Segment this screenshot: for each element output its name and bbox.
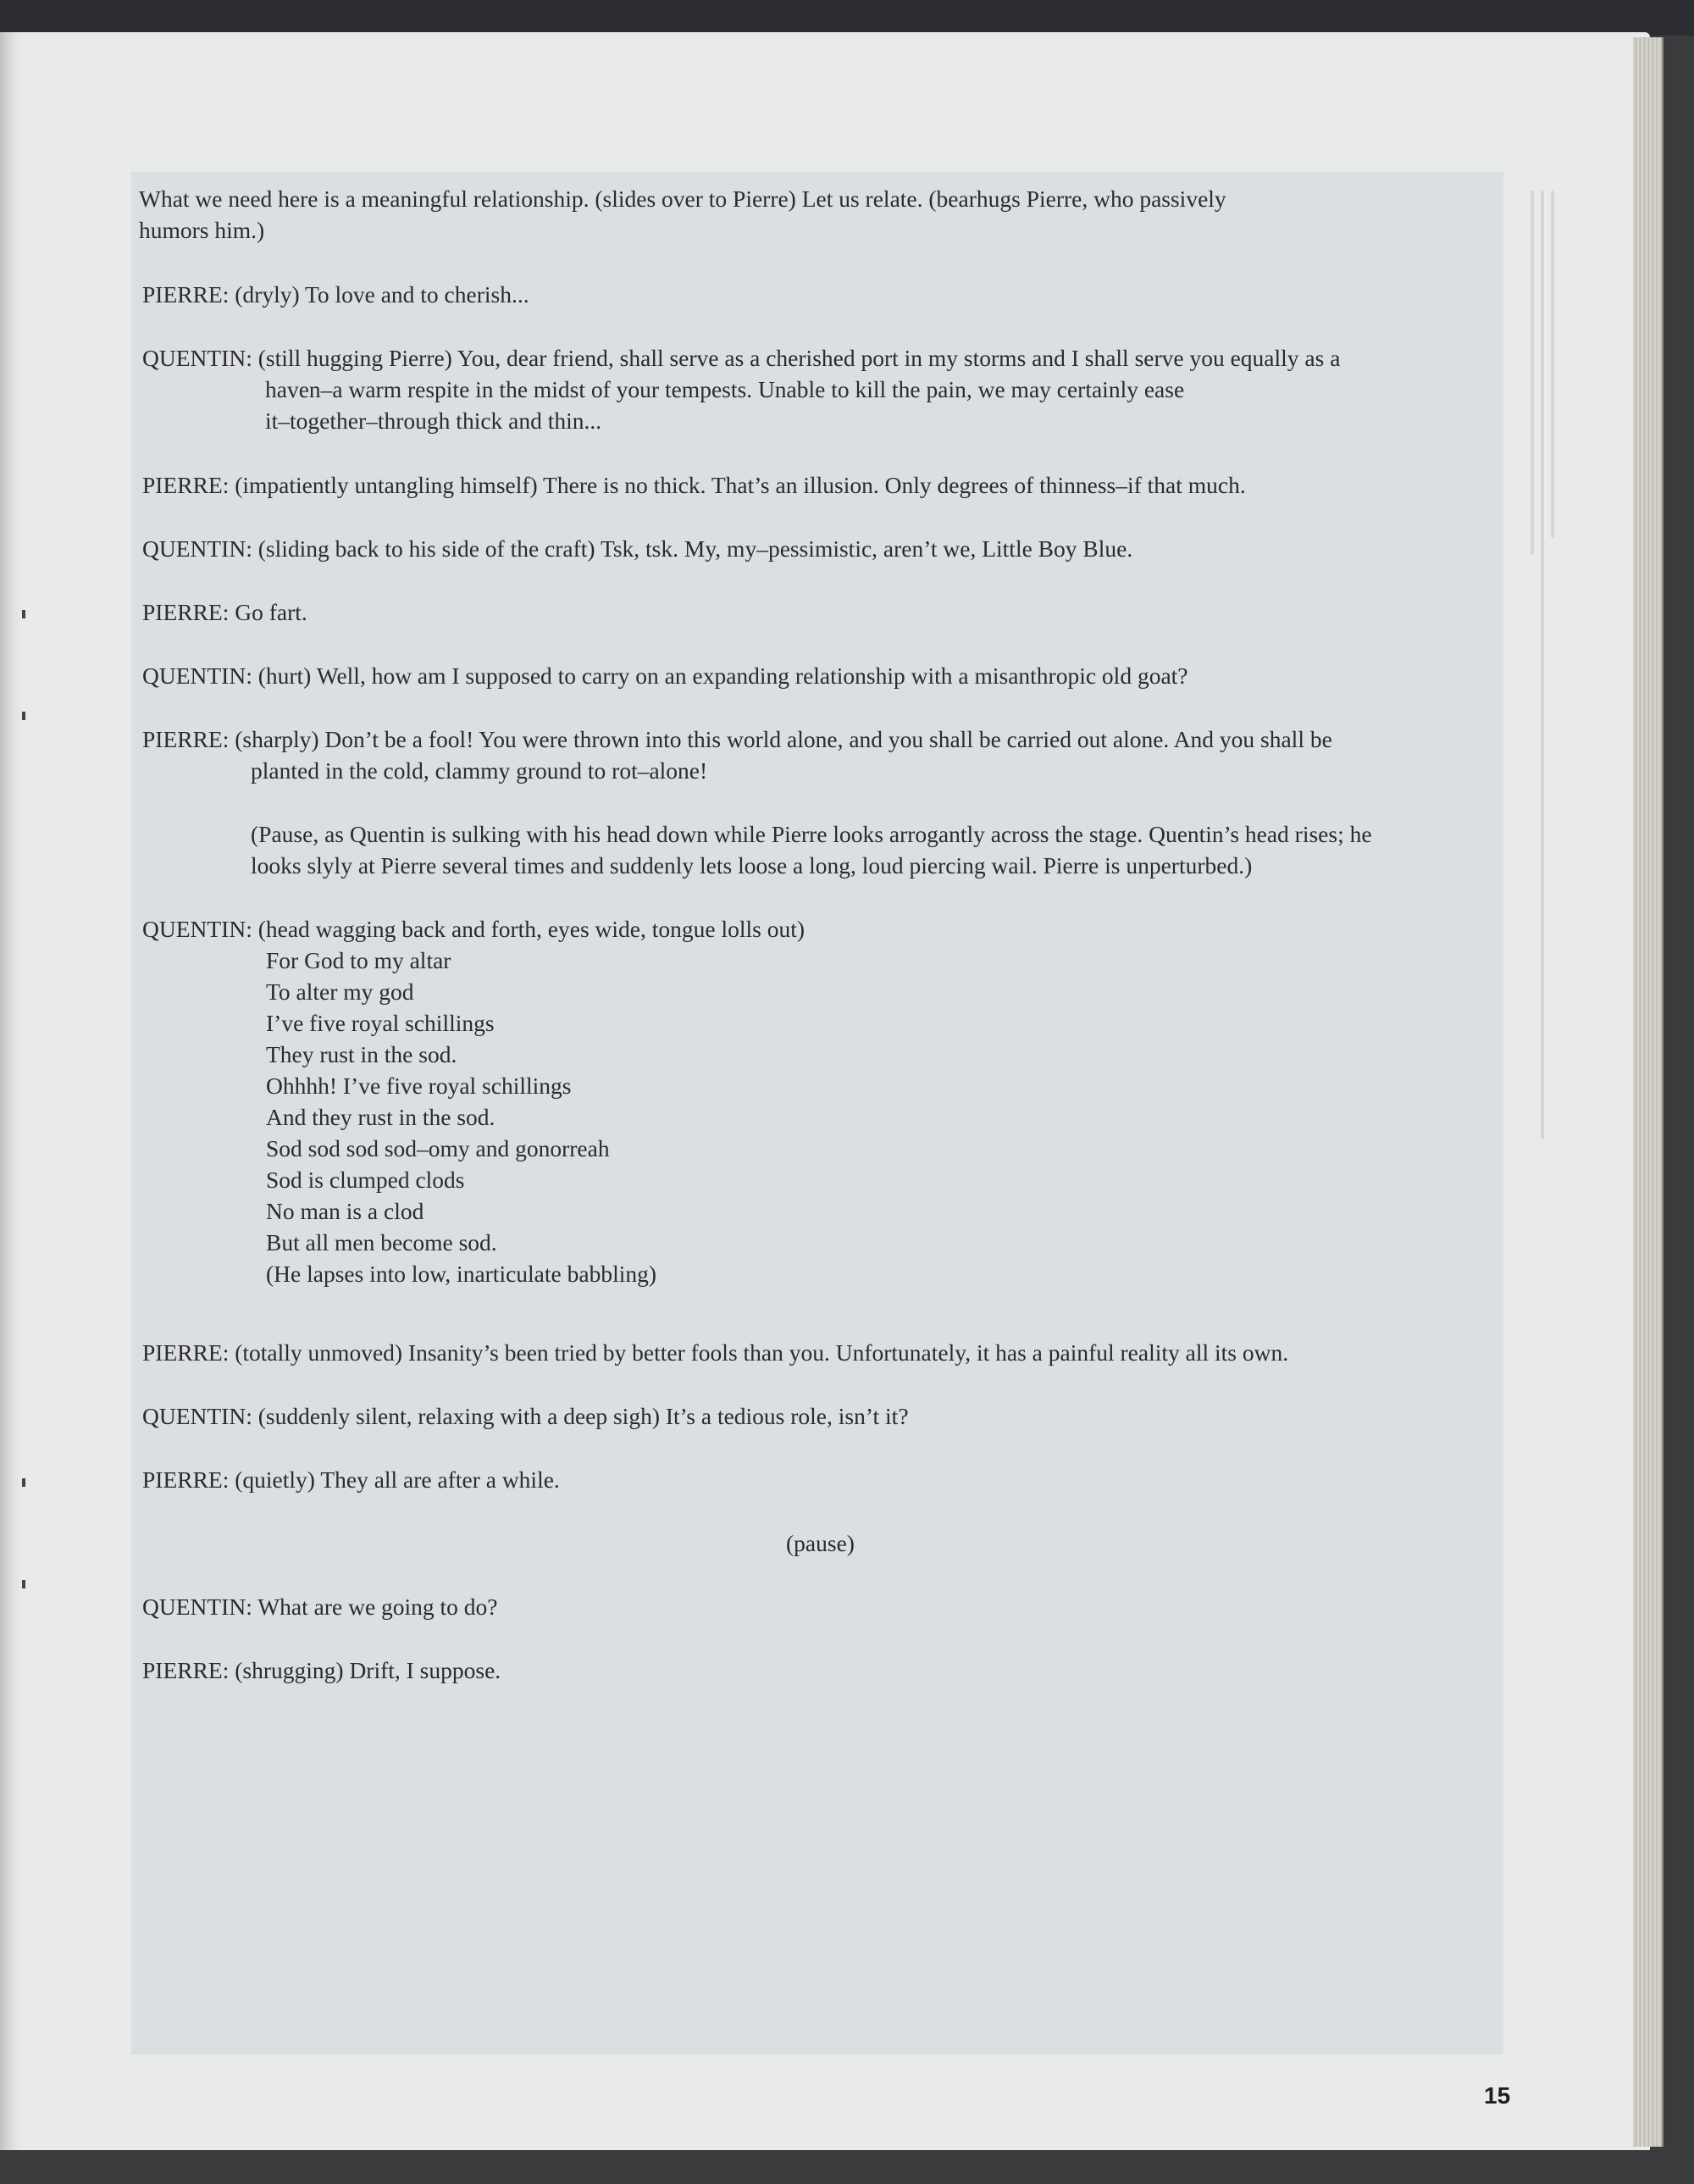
song-line: No man is a clod	[266, 1198, 424, 1224]
song-line: I’ve five royal schillings	[266, 1010, 495, 1036]
spine-shadow	[0, 32, 22, 2150]
page-edges	[1633, 37, 1664, 2147]
scan-background-top	[0, 0, 1694, 36]
song-line: But all men become sod.	[266, 1229, 497, 1256]
stage-direction: (pause)	[786, 1530, 855, 1556]
dialogue-line: it–together–through thick and thin...	[265, 407, 602, 434]
song-line: And they rust in the sod.	[266, 1104, 495, 1130]
song-line: To alter my god	[266, 978, 414, 1005]
song-line: Sod is clumped clods	[266, 1167, 465, 1193]
song-line: They rust in the sod.	[266, 1041, 457, 1067]
song-line: Ohhhh! I’ve five royal schillings	[266, 1073, 572, 1099]
page-number: 15	[1484, 2082, 1511, 2109]
stage-direction: (He lapses into low, inarticulate babbling)	[266, 1261, 657, 1287]
dialogue-line: QUENTIN: (head wagging back and forth, eyes wide, tongue lolls out)	[142, 916, 805, 942]
bleed-through-text	[1529, 191, 1563, 1148]
dialogue-line: PIERRE: (totally unmoved) Insanity’s been tried by better fools than you. Unfortunately, it has a painful reality all its own.	[142, 1339, 1289, 1366]
dialogue-line: PIERRE: (impatiently untangling himself) There is no thick. That’s an illusion. Only degrees of thinness–if that much.	[142, 472, 1246, 498]
dialogue-line: haven–a warm respite in the midst of your tempests. Unable to kill the pain, we may certainly ease	[265, 376, 1185, 402]
dialogue-line: QUENTIN: (sliding back to his side of the craft) Tsk, tsk. My, my–pessimistic, aren’t we, Little Boy Blue.	[142, 535, 1133, 562]
dialogue-line: QUENTIN: (hurt) Well, how am I supposed to carry on an expanding relationship with a misanthropic old goat?	[142, 662, 1188, 689]
dialogue-line: humors him.)	[139, 217, 265, 243]
dialogue-line: QUENTIN: (suddenly silent, relaxing with a deep sigh) It’s a tedious role, isn’t it?	[142, 1403, 909, 1429]
stage-direction: (Pause, as Quentin is sulking with his head down while Pierre looks arrogantly across the stage. Quentin’s head rises; he	[251, 821, 1372, 847]
dialogue-line: PIERRE: (shrugging) Drift, I suppose.	[142, 1657, 501, 1683]
dialogue-line: PIERRE: (sharply) Don’t be a fool! You were thrown into this world alone, and you shall be carried out alone. And you shall be	[142, 726, 1332, 752]
binding-mark	[22, 1580, 25, 1588]
dialogue-line: QUENTIN: (still hugging Pierre) You, dear friend, shall serve as a cherished port in my storms and I shall serve you equally as a	[142, 345, 1341, 371]
song-line: Sod sod sod sod–omy and gonorreah	[266, 1135, 610, 1161]
dialogue-line: What we need here is a meaningful relationship. (slides over to Pierre) Let us relate. (bearhugs Pierre, who passively	[139, 186, 1226, 212]
stage-direction: looks slyly at Pierre several times and suddenly lets loose a long, loud piercing wail. Pierre is unperturbed.)	[251, 852, 1253, 879]
dialogue-line: planted in the cold, clammy ground to rot–alone!	[251, 757, 708, 784]
dialogue-line: PIERRE: (quietly) They all are after a while.	[142, 1466, 560, 1493]
binding-mark	[22, 610, 25, 618]
dialogue-line: QUENTIN: What are we going to do?	[142, 1594, 498, 1620]
binding-mark	[22, 712, 25, 720]
binding-mark	[22, 1478, 25, 1487]
dialogue-line: PIERRE: (dryly) To love and to cherish...	[142, 281, 529, 308]
dialogue-line: PIERRE: Go fart.	[142, 599, 307, 625]
song-line: For God to my altar	[266, 947, 451, 973]
